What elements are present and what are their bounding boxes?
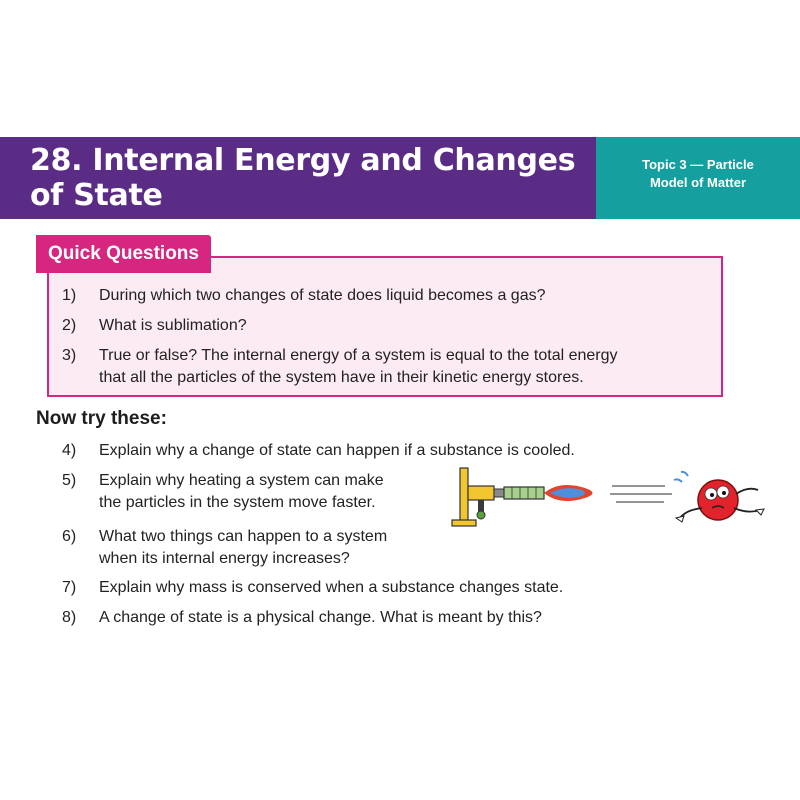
- title-bar: [0, 137, 596, 219]
- question-number: 6): [62, 528, 77, 545]
- topic-line-1: Topic 3 — Particle: [642, 157, 754, 172]
- motion-lines-icon: [610, 486, 672, 502]
- question-text-line-2: that all the particles of the system have in their kinetic energy stores.: [99, 369, 584, 386]
- running-particle-icon: [674, 472, 764, 522]
- question-number: 5): [62, 472, 77, 489]
- heating-illustration: [450, 462, 780, 532]
- page-header: [0, 137, 800, 219]
- question-number: 3): [62, 347, 77, 364]
- question-text: Explain why a change of state can happen if a substance is cooled.: [99, 442, 575, 459]
- question-text: Explain why heating a system can make: [99, 472, 384, 489]
- question-number: 2): [62, 317, 77, 334]
- question-text: What two things can happen to a system: [99, 528, 388, 545]
- question-text-line-2: when its internal energy increases?: [99, 550, 350, 567]
- question-text: A change of state is a physical change. What is meant by this?: [99, 609, 542, 626]
- question-text-line-2: the particles in the system move faster.: [99, 494, 376, 511]
- question-number: 4): [62, 442, 77, 459]
- topic-badge: [596, 137, 800, 219]
- question-text: Explain why mass is conserved when a substance changes state.: [99, 579, 564, 596]
- question-text: During which two changes of state does liquid becomes a gas?: [99, 287, 546, 304]
- bunsen-burner-icon: [452, 468, 593, 526]
- question-number: 8): [62, 609, 77, 626]
- question-number: 1): [62, 287, 77, 304]
- page-title: 28. Internal Energy and Changes of State: [30, 143, 576, 213]
- topic-line-2: Model of Matter: [649, 175, 747, 190]
- question-number: 7): [62, 579, 77, 596]
- question-text: What is sublimation?: [99, 317, 247, 334]
- question-text: True or false? The internal energy of a system is equal to the total energy: [99, 347, 618, 364]
- quick-questions-heading: Quick Questions: [36, 235, 211, 273]
- now-try-heading: Now try these:: [36, 408, 167, 429]
